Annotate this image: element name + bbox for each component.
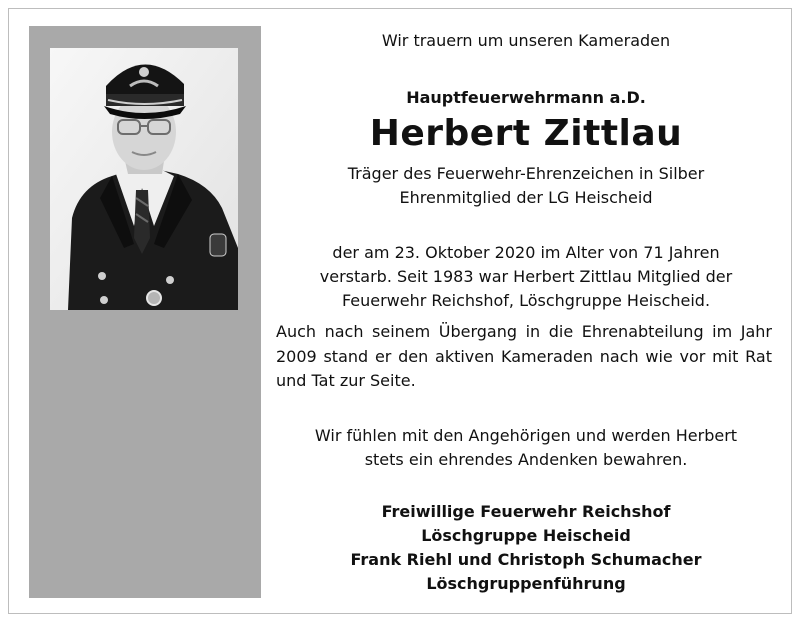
signature-line: Frank Riehl und Christoph Schumacher bbox=[350, 550, 702, 569]
death-line: verstarb. Seit 1983 war Herbert Zittlau Mitglied der bbox=[319, 267, 733, 286]
honor-line: Ehrenmitglied der LG Heischeid bbox=[399, 188, 653, 207]
death-line: der am 23. Oktober 2020 im Alter von 71 Jahren bbox=[332, 243, 720, 262]
death-line: Feuerwehr Reichshof, Löschgruppe Heischeid. bbox=[341, 291, 711, 310]
deceased-name: Herbert Zittlau bbox=[369, 113, 683, 154]
signature-line: Löschgruppenführung bbox=[426, 574, 626, 593]
intro-line: Wir trauern um unseren Kameraden bbox=[381, 31, 671, 50]
condolence-line: Wir fühlen mit den Angehörigen und werden Herbert bbox=[314, 426, 738, 445]
condolence-line: stets ein ehrendes Andenken bewahren. bbox=[364, 450, 688, 469]
rank-title: Hauptfeuerwehrmann a.D. bbox=[406, 88, 646, 107]
portrait-photo bbox=[50, 48, 238, 310]
signature-line: Freiwillige Feuerwehr Reichshof bbox=[381, 502, 671, 521]
tribute-paragraph: Auch nach seinem Übergang in die Ehrenabteilung im Jahr 2009 stand er den aktiven Kameraden nach wie vor mit Rat und Tat zur Seite. bbox=[276, 322, 772, 390]
honor-line: Träger des Feuerwehr-Ehrenzeichen in Silber bbox=[347, 164, 705, 183]
signature-line: Löschgruppe Heischeid bbox=[421, 526, 631, 545]
